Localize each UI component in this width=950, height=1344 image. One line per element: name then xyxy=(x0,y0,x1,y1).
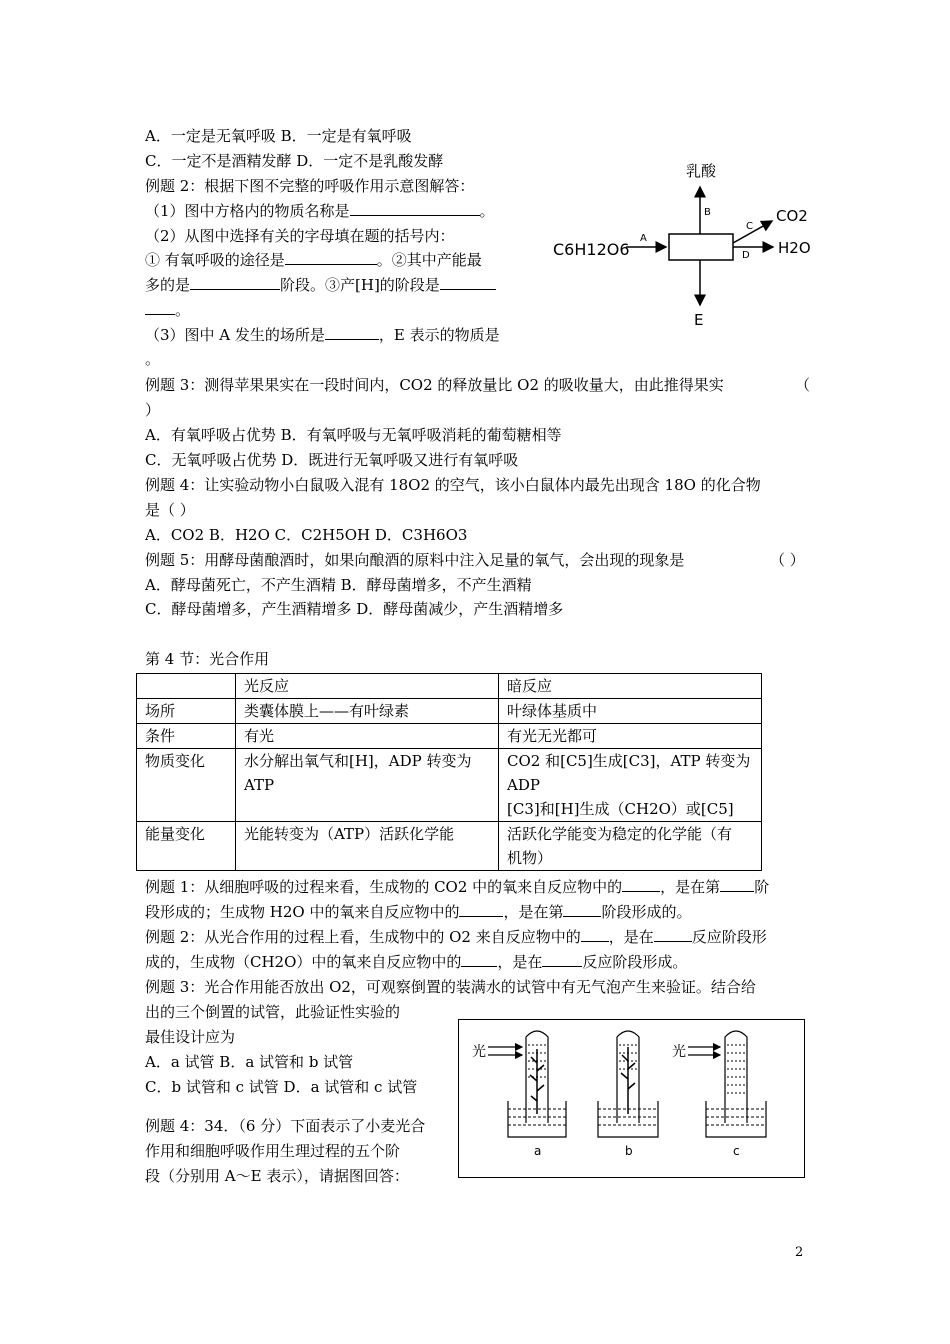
pex1-d: 段形成的；生成物 H2O 中的氧来自反应物中的 xyxy=(145,903,460,921)
cell-line: CO2 和[C5]生成[C3]，ATP 转变为 xyxy=(507,752,751,770)
unknown-substance-box xyxy=(669,234,733,260)
blank xyxy=(145,299,175,315)
cell-line: 机物） xyxy=(507,849,553,867)
photosynthesis-table xyxy=(136,673,762,871)
test-tube-figure xyxy=(458,1019,806,1179)
ex2-q2d: 阶段。③产[H]的阶段是 xyxy=(280,276,440,294)
pex2-d: 成的，生成物（CH2O）中的氧来自反应物中的 xyxy=(145,953,462,971)
cell-line: 有光无光都可 xyxy=(507,727,598,745)
pex1-e: ，是在第 xyxy=(503,903,564,921)
blank xyxy=(325,324,379,340)
pex1-f: 阶段形成的。 xyxy=(601,903,692,921)
tube-label-c: c xyxy=(733,1144,740,1158)
blank xyxy=(581,926,609,942)
pex3-line3: 最佳设计应为 xyxy=(145,1028,236,1046)
ex2-q2b: 。②其中产能最 xyxy=(376,251,482,269)
table-row xyxy=(137,749,762,822)
pex3-opt1: A．a 试管 B．a 试管和 b 试管 xyxy=(145,1053,354,1071)
row-label: 能量变化 xyxy=(137,822,236,871)
ex1-options-line1: A．一定是无氧呼吸 B．一定是有氧呼吸 xyxy=(145,127,412,145)
pex1-line1 xyxy=(145,875,769,899)
label-b: B xyxy=(704,207,711,218)
cell-dark xyxy=(499,822,762,871)
cell-light xyxy=(236,749,499,822)
table-row xyxy=(137,699,762,724)
label-c: C xyxy=(746,221,753,232)
page-number: 2 xyxy=(795,1245,804,1260)
cell-line: [C3]和[H]生成（CH2O）或[C5] xyxy=(507,800,734,818)
cell-line: 活跃化学能变为稳定的化学能（有 xyxy=(507,825,733,843)
ex4-opts: A．CO2 B．H2O C．C2H5OH D．C3H6O3 xyxy=(145,526,468,544)
ex2-q1-text: （1）图中方格内的物质名称是 xyxy=(145,202,350,220)
label-a: A xyxy=(640,233,647,244)
blank xyxy=(720,876,754,892)
ex5-paren: （ ） xyxy=(770,551,805,569)
header-cell: 暗反应 xyxy=(499,674,762,699)
tube-label-b: b xyxy=(625,1144,633,1158)
pex2-f: 反应阶段形成。 xyxy=(582,953,688,971)
light-label-a: 光 xyxy=(472,1044,486,1060)
ex2-q3 xyxy=(145,323,500,347)
lactic-acid-label: 乳酸 xyxy=(686,162,717,180)
pex2-e: ，是在 xyxy=(497,953,543,971)
pex1-line2 xyxy=(145,900,692,924)
pex2-line2 xyxy=(145,950,687,974)
cell-line: ATP xyxy=(244,776,275,794)
table-header-row xyxy=(137,674,762,699)
ex3-stem: 例题 3：测得苹果果实在一段时间内，CO2 的释放量比 O2 的吸收量大，由此推得果实 xyxy=(145,376,724,394)
blank xyxy=(622,876,660,892)
row-label: 条件 xyxy=(137,724,236,749)
glucose-label: C6H12O6 xyxy=(553,240,630,259)
light-label-c: 光 xyxy=(672,1044,686,1060)
blank xyxy=(285,249,377,265)
tube-label-a: a xyxy=(534,1144,542,1158)
pex2-c: 反应阶段形 xyxy=(691,928,767,946)
cell-line: 光能转变为（ATP）活跃化学能 xyxy=(244,825,455,843)
ex2-q3b: ，E 表示的物质是 xyxy=(378,326,500,344)
cell-light xyxy=(236,699,499,724)
table-row xyxy=(137,724,762,749)
ex2-q2-line2 xyxy=(145,273,496,297)
header-cell xyxy=(137,674,236,699)
cell-line: 类囊体膜上——有叶绿素 xyxy=(244,702,410,720)
ex3-paren-open: （ xyxy=(795,376,811,394)
pex2-b: ，是在 xyxy=(608,928,654,946)
blank xyxy=(563,901,601,917)
pex3-line2: 出的三个倒置的试管，此验证性实验的 xyxy=(145,1003,401,1021)
ex2-q1-end: 。 xyxy=(479,202,495,220)
label-d: D xyxy=(742,250,750,261)
blank xyxy=(440,274,496,290)
ex2-q2: （2）从图中选择有关的字母填在题的括号内： xyxy=(145,227,455,245)
ex2-title: 例题 2：根据下图不完整的呼吸作用示意图解答： xyxy=(145,177,475,195)
ex2-q2c: 多的是 xyxy=(145,276,191,294)
ex3-opt2: C．无氧呼吸占优势 D．既进行无氧呼吸又进行有氧呼吸 xyxy=(145,451,519,469)
pex1-c: 阶 xyxy=(754,878,770,896)
cell-dark xyxy=(499,699,762,724)
ex4-stem1: 例题 4：让实验动物小白鼠吸入混有 18O2 的空气，该小白鼠体内最先出现含 18O 的化合物 xyxy=(145,476,761,494)
blank xyxy=(190,274,280,290)
pex3-line1: 例题 3：光合作用能否放出 O2，可观察倒置的装满水的试管中有无气泡产生来验证。结合给 xyxy=(145,978,756,996)
blank xyxy=(459,901,503,917)
table-row xyxy=(137,822,762,871)
blank xyxy=(654,926,692,942)
ex1-options-line2: C．一定不是酒精发酵 D．一定不是乳酸发酵 xyxy=(145,152,444,170)
ex2-q2-line3 xyxy=(145,298,190,322)
blank xyxy=(542,951,582,967)
pex3-opt2: C．b 试管和 c 试管 D．a 试管和 c 试管 xyxy=(145,1078,418,1096)
cell-line: 水分解出氧气和[H]，ADP 转变为 xyxy=(244,752,472,770)
ex2-q2a: ① 有氧呼吸的途径是 xyxy=(145,251,285,269)
header-cell: 光反应 xyxy=(236,674,499,699)
pex1-a: 例题 1：从细胞呼吸的过程来看，生成物的 CO2 中的氧来自反应物中的 xyxy=(145,878,623,896)
cell-light xyxy=(236,822,499,871)
cell-line: 有光 xyxy=(244,727,275,745)
ex3-opt1: A．有氧呼吸占优势 B．有氧呼吸与无氧呼吸消耗的葡萄糖相等 xyxy=(145,426,562,444)
row-label: 场所 xyxy=(137,699,236,724)
ex2-q3a: （3）图中 A 发生的场所是 xyxy=(145,326,325,344)
pex4-line1: 例题 4：34．（6 分）下面表示了小麦光合 xyxy=(145,1117,426,1135)
cell-dark xyxy=(499,749,762,822)
ex2-q1 xyxy=(145,199,495,223)
cell-line: 叶绿体基质中 xyxy=(507,702,598,720)
label-e: E xyxy=(694,311,704,329)
pex2-line1 xyxy=(145,925,767,949)
cell-light xyxy=(236,724,499,749)
ex5-stem: 例题 5：用酵母菌酿酒时，如果向酿酒的原料中注入足量的氧气，会出现的现象是 xyxy=(145,551,685,569)
ex5-opt2: C．酵母菌增多，产生酒精增多 D．酵母菌减少，产生酒精增多 xyxy=(145,600,564,618)
row-label: 物质变化 xyxy=(137,749,236,822)
co2-label: CO2 xyxy=(776,207,808,225)
ex3-paren-close: ） xyxy=(145,401,161,419)
pex1-b: ，是在第 xyxy=(660,878,721,896)
ex2-q2e: 。 xyxy=(175,301,191,319)
h2o-label: H2O xyxy=(778,239,811,257)
blank xyxy=(461,951,497,967)
pex4-line2: 作用和细胞呼吸作用生理过程的五个阶 xyxy=(145,1142,401,1160)
blank xyxy=(350,200,480,216)
cell-dark xyxy=(499,724,762,749)
pex2-a: 例题 2：从光合作用的过程上看，生成物中的 O2 来自反应物中的 xyxy=(145,928,581,946)
pex4-line3: 段（分别用 A～E 表示），请据图回答： xyxy=(145,1167,409,1185)
cell-line: ADP xyxy=(507,776,540,794)
respiration-diagram xyxy=(548,155,818,335)
ex2-q3-end: 。 xyxy=(145,350,161,368)
section-title: 第 4 节：光合作用 xyxy=(145,650,270,668)
ex5-opt1: A．酵母菌死亡，不产生酒精 B．酵母菌增多，不产生酒精 xyxy=(145,576,532,594)
ex2-q2-line1 xyxy=(145,248,482,272)
ex4-stem2: 是（ ） xyxy=(145,501,195,519)
